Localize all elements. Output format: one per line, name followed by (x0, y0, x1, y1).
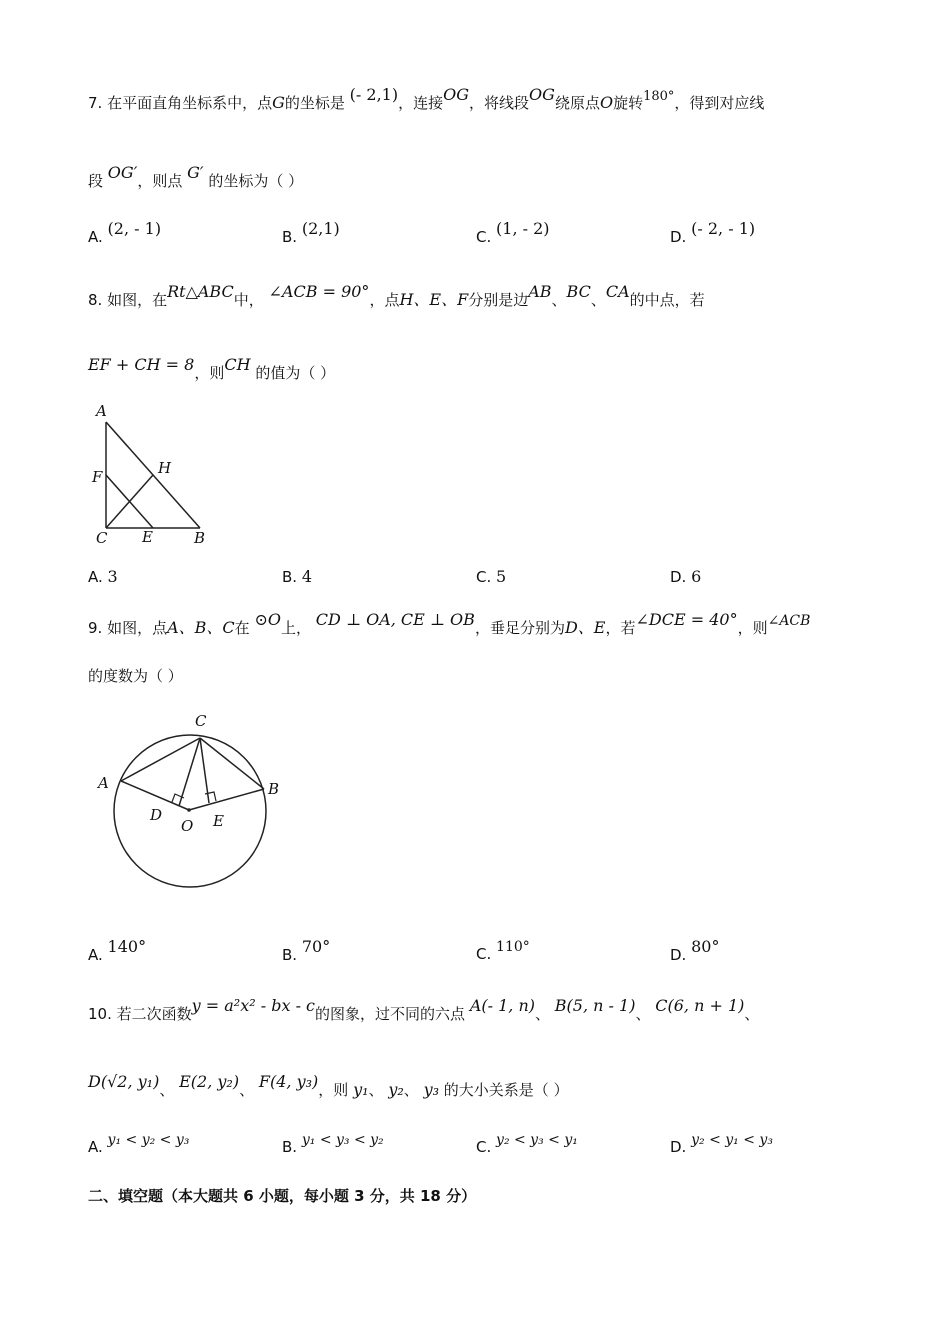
q7-option-c[interactable]: C. (1, - 2) (476, 219, 550, 246)
label-a: A (98, 774, 109, 792)
label-c: C (96, 529, 108, 547)
q8-line2: EF + CH = 8，则CH 的值为（ ） (88, 355, 336, 382)
section-2-heading: 二、填空题（本大题共 6 小题，每小题 3 分，共 18 分） (88, 1187, 477, 1205)
label-a: A (96, 402, 107, 420)
q8-option-c[interactable]: C. 5 (476, 567, 507, 586)
label-c: C (195, 712, 207, 730)
q9-line1: 9. 如图，点A、B、C在 ⊙O上， CD ⊥ OA, CE ⊥ OB，垂足分别为D、E，若∠DCE = 40°，则∠ACB (88, 610, 811, 637)
q7-option-b[interactable]: B. (2,1) (282, 219, 340, 246)
q10-option-a[interactable]: A. y₁ < y₂ < y₃ (88, 1132, 190, 1156)
q7-option-a[interactable]: A. (2, - 1) (88, 219, 162, 246)
q7-line1: 7. 在平面直角坐标系中，点G的坐标是 (- 2,1)，连接OG，将线段OG绕原点O旋转180°，得到对应线 (88, 85, 765, 112)
label-o: O (181, 817, 194, 835)
q10-option-c[interactable]: C. y₂ < y₃ < y₁ (476, 1132, 578, 1156)
right-angle-e (205, 792, 216, 801)
q10-option-d[interactable]: D. y₂ < y₁ < y₃ (670, 1132, 773, 1156)
label-b: B (268, 780, 280, 798)
q7-option-d[interactable]: D. (- 2, - 1) (670, 219, 756, 246)
q7-line2: 段 OG′，则点 G′ 的坐标为（ ） (88, 163, 304, 190)
q7-coord: (- 2,1) (349, 85, 399, 104)
q10-line2: D(√2, y₁)、 E(2, y₂)、 F(4, y₃)，则 y₁、 y₂、 y₃ 的大小关系是（ ） (88, 1072, 569, 1099)
radius-ob (189, 789, 264, 810)
center-dot (187, 808, 191, 812)
q9-circle-figure (88, 700, 308, 900)
q8-option-a[interactable]: A. 3 (88, 567, 118, 586)
label-b: B (194, 529, 206, 547)
q8-triangle-figure (88, 400, 218, 550)
q9-option-d[interactable]: D. 80° (670, 937, 720, 964)
q9-option-a[interactable]: A. 140° (88, 937, 147, 964)
label-f: F (92, 468, 103, 486)
q8-option-b[interactable]: B. 4 (282, 567, 313, 586)
q9-option-c[interactable]: C. 110° (476, 939, 530, 963)
q10-line1: 10. 若二次函数y = a²x² - bx - c的图象，过不同的六点 A(- 1, n)、 B(5, n - 1)、 C(6, n + 1)、 (88, 996, 760, 1023)
q10-option-b[interactable]: B. y₁ < y₃ < y₂ (282, 1132, 384, 1156)
label-d: D (150, 806, 163, 824)
q9-line2: 的度数为（ ） (88, 667, 183, 685)
chord-cb (200, 738, 264, 789)
label-e: E (213, 812, 224, 830)
q8-option-d[interactable]: D. 6 (670, 567, 702, 586)
label-h: H (158, 459, 172, 477)
q8-line1: 8. 如图，在Rt△ABC中， ∠ACB = 90°，点H、E、F分别是边AB、BC、CA的中点，若 (88, 282, 705, 309)
q9-option-b[interactable]: B. 70° (282, 937, 331, 964)
label-e: E (142, 528, 153, 546)
